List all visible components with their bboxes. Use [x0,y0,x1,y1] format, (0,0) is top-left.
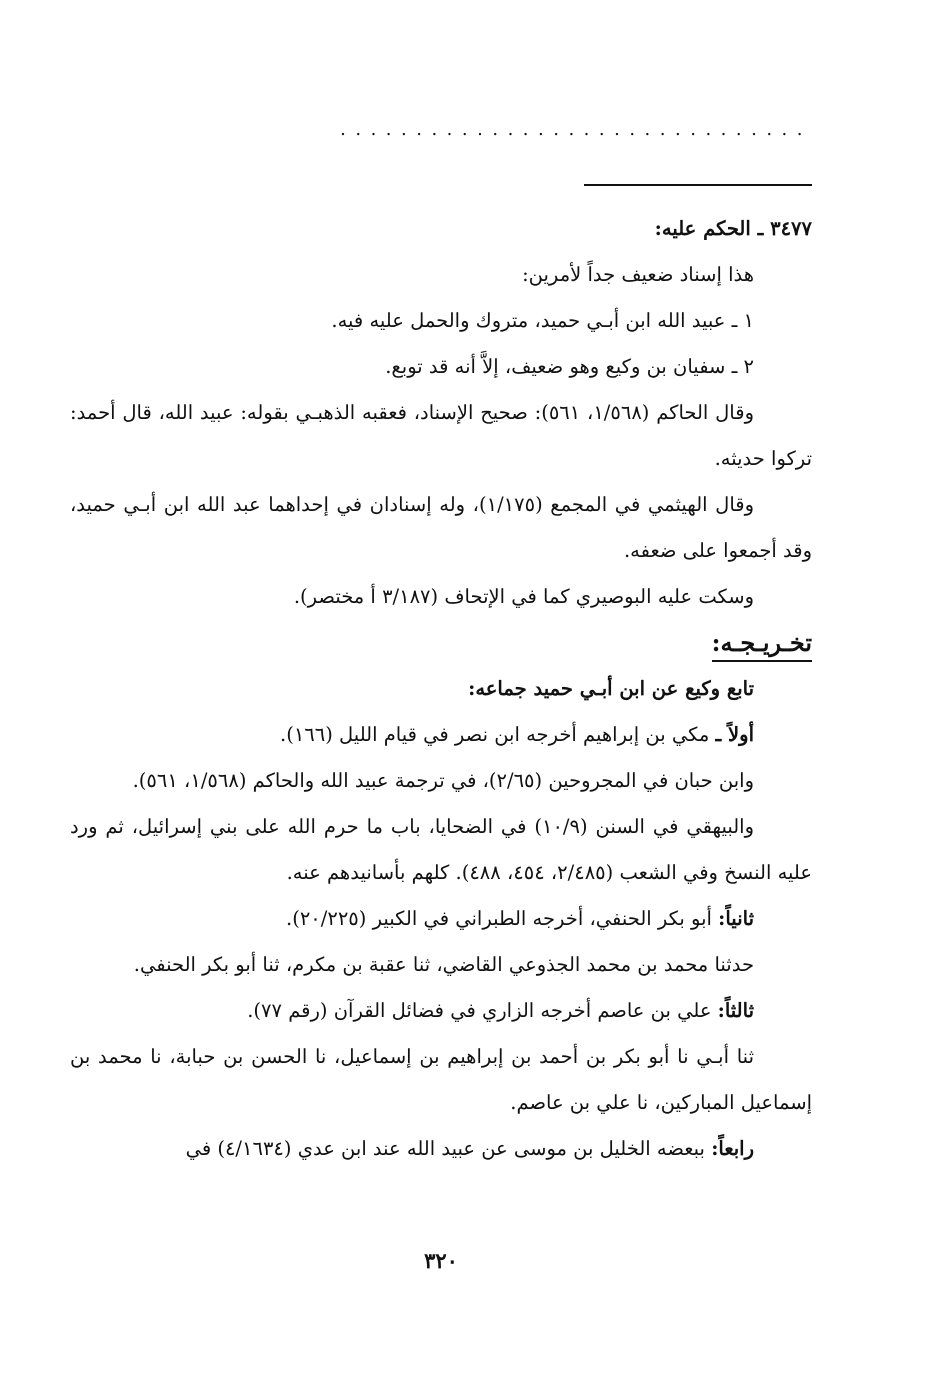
page-number: ٣٢٠ [424,1248,458,1273]
fourth-label: رابعاً: [711,1137,754,1160]
hakim-paragraph: وقال الحاكم (١/٥٦٨، ٥٦١): صحيح الإسناد، فعقبه الذهبـي بقوله: عبيد الله، قال أحمد: تركوا حديثه. [70,401,812,470]
intro-paragraph: هذا إسناد ضعيف جداً لأمرين: [522,263,754,286]
separator-dots: ............................... [340,120,812,140]
reason-1: ١ ـ عبيد الله ابن أبـي حميد، متروك والحمل عليه فيه. [331,309,754,332]
book-page [70,0,812,1375]
third-text: علي بن عاصم أخرجه الزاري في فضائل القرآن (رقم ٧٧). [247,999,718,1022]
first-text: مكي بن إبراهيم أخرجه ابن نصر في قيام الليل (١٦٦). [280,723,716,746]
hukm-heading-text: ـ الحكم عليه: [654,217,764,240]
follow-heading: تابع وكيع عن ابن أبـي حميد جماعه: [468,677,754,700]
second-more: حدثنا محمد بن محمد الجذوعي القاضي، ثنا عقبة بن مكرم، ثنا أبو بكر الحنفي. [133,953,754,976]
third-item [70,988,812,1034]
first-more: وابن حبان في المجروحين (٢/٦٥)، في ترجمة عبيد الله والحاكم (١/٥٦٨، ٥٦١). [132,769,754,792]
fourth-text: ببعضه الخليل بن موسى عن عبيد الله عند ابن عدي (٤/١٦٣٤) في [185,1137,712,1160]
second-item [70,896,812,942]
third-more: ثنا أبـي نا أبو بكر بن أحمد بن إبراهيم بن إسماعيل، نا الحسن بن حبابة، نا محمد بن إسماعيل المباركين، نا علي بن عاصم. [70,1045,812,1114]
third-label: ثالثاً: [717,999,754,1022]
bayhaqi-paragraph: والبيهقي في السنن (١٠/٩) في الضحايا، باب ما حرم الله على بني إسرائيل، ثم ورد عليه النسخ وفي الشعب (٢/٤٨٥، ٤٥٤، ٤٨٨). كلهم بأسانيدهم عنه. [70,815,812,884]
page-content [70,206,812,1172]
takhrij-heading-text: تخـريـجـه: [712,628,812,662]
footnote-rule [584,184,812,186]
reason-2: ٢ ـ سفيان بن وكيع وهو ضعيف، إلاَّ أنه قد توبع. [385,355,754,378]
takhrij-heading [70,620,812,666]
fourth-item [70,1126,812,1172]
second-label: ثانياً: [718,907,754,930]
first-label: أولاً ـ [715,723,754,746]
busiri-paragraph: وسكت عليه البوصيري كما في الإتحاف (٣/١٨٧ أ مختصر). [293,585,754,608]
first-item [70,712,812,758]
haythami-paragraph: وقال الهيثمي في المجمع (١/١٧٥)، وله إسنادان في إحداهما عبد الله ابن أبـي حميد، وقد أجمعوا على ضعفه. [70,493,812,562]
hukm-heading [70,206,812,252]
hadith-number: ٣٤٧٧ [770,217,812,240]
second-text: أبو بكر الحنفي، أخرجه الطبراني في الكبير (٢٠/٢٢٥). [286,907,719,930]
